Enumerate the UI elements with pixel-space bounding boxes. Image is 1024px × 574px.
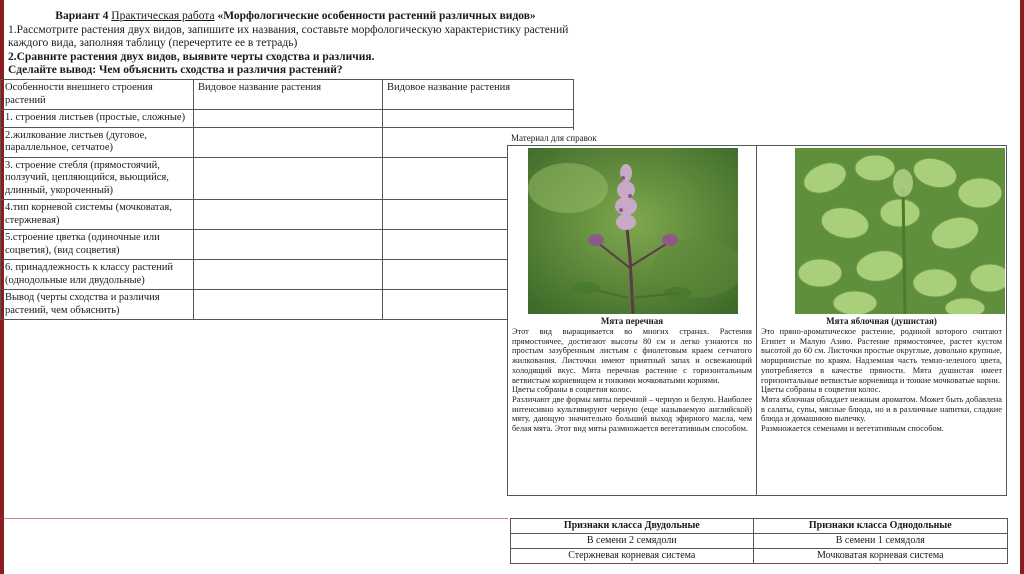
description-paragraph: Это пряно-ароматическое растение, родиной которого считают Египет и Малую Азию. Растение прямостоячее, растет кустом высотой до 60 см. Листочки простые округлые, довольно крупные, морщинистые по краям. Надземная часть темно-зеленого цвета, употребляется в качестве пряности. Мята душистая имеет горизонтальные ветвистые корневища и тонкие мочковатые корни. [761,327,1002,385]
row-label: Вывод (черты сходства и различия растений, чем объяснить) [1,290,194,320]
row-label: 1. строения листьев (простые, сложные) [1,110,194,128]
description-paragraph: Различают две формы мяты перечной – черную и белую. Наиболее интенсивно культивируют черную (еще называемую английской) мяту, дающую значительно больший выход эфирного масла, чем белая мята. Этот вид мяты размножается вегетативным способом. [512,394,752,434]
column-header: Особенности внешнего строения растений [1,80,194,110]
column-header: Признаки класса Однодольные [753,519,1007,534]
reference-label: Материал для справок [511,133,597,143]
table-row [511,534,1008,549]
empty-cell [194,290,383,320]
table-row [511,549,1008,564]
conclusion-prompt: Сделайте вывод: Чем объяснить сходства и различия растений? [8,64,343,76]
table-cell: В семени 2 семядоли [511,534,754,549]
column-header: Признаки класса Двудольные [511,519,754,534]
column-header: Видовое название растения [383,80,574,110]
description-paragraph: Цветы собраны в соцветия колос. [512,385,632,395]
apple-mint-card [757,146,1006,495]
class-features-table [510,518,1008,564]
table-header-row [511,519,1008,534]
empty-cell [383,110,574,128]
description-paragraph: Этот вид выращивается во многих странах. Растения прямостоячее, достигают высоты 80 см и легко узнаются по простым зазубренным листьям с фиолетовым краем сетчатого жилкования. Листочки имеют приятный запах и освежающий холодящий вкус. Мята перечная растение с горизонтальным ветвистым корневищем и тонкими мочковатыми корнями. [512,327,752,385]
characteristics-table [0,79,574,320]
table-cell: Мочковатая корневая система [753,549,1007,564]
reference-material [507,130,1007,496]
empty-cell [194,157,383,200]
empty-cell [194,260,383,290]
table-row [1,260,574,290]
task-header [8,10,583,78]
table-row [1,157,574,200]
empty-cell [194,110,383,128]
task-1: 1.Рассмотрите растения двух видов, запишите их названия, составьте морфологическую характеристику растений каждого вида, заполняя таблицу (перечертите ее в тетрадь) [8,23,569,49]
apple-mint-description [761,327,1002,434]
table-row [1,200,574,230]
row-label: 3. строение стебля (прямостоячий, ползучий, цепляющийся, вьющийся, длинный, укороченный) [1,157,194,200]
page-title [8,10,583,24]
table-cell: Стержневая корневая система [511,549,754,564]
variant-label: Вариант 4 [55,10,109,22]
table-header-row [1,80,574,110]
peppermint-name: Мята перечная [600,316,664,326]
table-row [1,230,574,260]
apple-mint-photo [795,148,1005,314]
table-row [1,127,574,157]
peppermint-description [512,327,752,434]
reference-grid [507,145,1007,496]
table-row [1,110,574,128]
row-label: 2.жилкование листьев (дуговое, параллельное, сетчатое) [1,127,194,157]
task-2: 2.Сравните растения двух видов, выявите черты сходства и различия. [8,50,375,63]
divider-line [0,518,508,519]
topic-label: «Морфологические особенности растений различных видов» [217,10,536,22]
table-row [1,290,574,320]
right-accent-rule [1020,0,1024,574]
column-header: Видовое название растения [194,80,383,110]
empty-cell [194,230,383,260]
peppermint-card [508,146,757,495]
row-label: 5.строение цветка (одиночные или соцветия), (вид соцветия) [1,230,194,260]
row-label: 6. принадлежность к классу растений (однодольные или двудольные) [1,260,194,290]
description-paragraph: Цветы собраны в соцветия колос. [761,385,881,395]
empty-cell [194,200,383,230]
empty-cell [194,127,383,157]
description-paragraph: Размножается семенами и вегетативным способом. [761,424,944,434]
apple-mint-name: Мята яблочная (душистая) [826,316,937,326]
description-paragraph: Мята яблочная обладает нежным ароматом. Может быть добавлена в салаты, супы, мясные блюда, но и в различные напитки, сладкие блюда и домашнюю выпечку. [761,394,1002,424]
table-cell: В семени 1 семядоля [753,534,1007,549]
row-label: 4.тип корневой системы (мочковатая, стержневая) [1,200,194,230]
peppermint-photo [528,148,738,314]
work-label: Практическая работа [111,10,215,22]
